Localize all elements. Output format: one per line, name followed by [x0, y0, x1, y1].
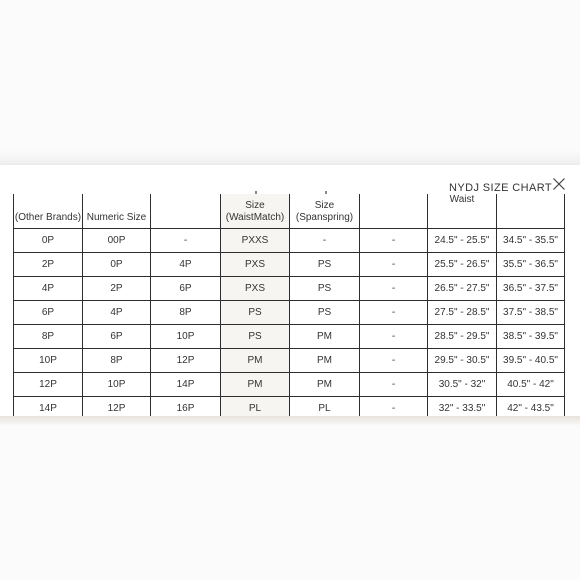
table-cell: 12P: [14, 373, 83, 397]
table-cell: 36.5" - 37.5": [497, 277, 565, 301]
table-cell: PXXS: [221, 229, 290, 253]
table-cell: -: [290, 229, 360, 253]
table-cell: 10P: [83, 373, 151, 397]
table-cell: 8P: [83, 349, 151, 373]
table-cell: -: [360, 325, 428, 349]
table-row: [14, 325, 565, 349]
table-cell: -: [360, 373, 428, 397]
table-cell: 2P: [83, 277, 151, 301]
size-chart-panel: [0, 165, 580, 418]
table-cell: 34.5" - 35.5": [497, 229, 565, 253]
table-cell: -: [360, 229, 428, 253]
close-icon-glyph: [552, 177, 566, 191]
table-cell: 14P: [151, 373, 221, 397]
table-cell: 29.5" - 30.5": [428, 349, 497, 373]
table-cell: -: [360, 349, 428, 373]
header-label: Waist: [449, 194, 475, 205]
header-tick-mark: [255, 191, 257, 194]
table-cell: 16P: [151, 397, 221, 419]
table-cell: 30.5" - 32": [428, 373, 497, 397]
table-cell: 38.5" - 39.5": [497, 325, 565, 349]
header-cell: [83, 194, 151, 229]
table-cell: 27.5" - 28.5": [428, 301, 497, 325]
table-cell: PM: [290, 349, 360, 373]
header-cell: [14, 194, 83, 229]
table-cell: 6P: [14, 301, 83, 325]
header-label: Numeric Size: [86, 212, 147, 223]
table-cell: 8P: [14, 325, 83, 349]
table-row: [14, 277, 565, 301]
table-cell: 24.5" - 25.5": [428, 229, 497, 253]
table-cell: 10P: [151, 325, 221, 349]
table-cell: 6P: [151, 277, 221, 301]
table-cell: -: [360, 397, 428, 419]
table-row: [14, 373, 565, 397]
table-cell: 10P: [14, 349, 83, 373]
table-cell: 39.5" - 40.5": [497, 349, 565, 373]
table-cell: 8P: [151, 301, 221, 325]
table-cell: 35.5" - 36.5": [497, 253, 565, 277]
table-cell: 0P: [14, 229, 83, 253]
table-cell: -: [360, 277, 428, 301]
header-label: Size (WaistMatch): [225, 200, 285, 223]
table-cell: 6P: [83, 325, 151, 349]
table-cell: 2P: [14, 253, 83, 277]
table-cell: 26.5" - 27.5": [428, 277, 497, 301]
table-cell: 4P: [83, 301, 151, 325]
table-cell: -: [151, 229, 221, 253]
table-cell: PM: [221, 373, 290, 397]
table-cell: PS: [290, 301, 360, 325]
table-cell: -: [360, 253, 428, 277]
table-cell: 00P: [83, 229, 151, 253]
table-row: [14, 301, 565, 325]
table-cell: 32" - 33.5": [428, 397, 497, 419]
table-cell: 28.5" - 29.5": [428, 325, 497, 349]
table-cell: -: [360, 301, 428, 325]
table-cell: 4P: [151, 253, 221, 277]
header-cell: [221, 194, 290, 229]
header-label: (Other Brands): [14, 212, 82, 223]
table-row: [14, 349, 565, 373]
chart-title: NYDJ SIZE CHART: [449, 182, 552, 194]
bottom-shadow: [0, 416, 580, 426]
header-label: Size (Spanspring): [295, 200, 354, 223]
table-cell: PS: [290, 277, 360, 301]
table-cell: 42" - 43.5": [497, 397, 565, 419]
table-body: [14, 229, 565, 419]
header-cell: [290, 194, 360, 229]
table-cell: PS: [221, 325, 290, 349]
header-tick-mark: [325, 191, 327, 194]
table-row: [14, 253, 565, 277]
header-cell: [360, 194, 428, 229]
table-cell: PM: [290, 373, 360, 397]
table-cell: 14P: [14, 397, 83, 419]
table-cell: 37.5" - 38.5": [497, 301, 565, 325]
table-cell: 40.5" - 42": [497, 373, 565, 397]
table-cell: 12P: [83, 397, 151, 419]
size-table: [13, 194, 565, 418]
table-cell: PM: [221, 349, 290, 373]
table-cell: PL: [221, 397, 290, 419]
table-cell: PXS: [221, 277, 290, 301]
table-cell: PM: [290, 325, 360, 349]
table-cell: 12P: [151, 349, 221, 373]
table-cell: PXS: [221, 253, 290, 277]
header-cell: [151, 194, 221, 229]
table-cell: 4P: [14, 277, 83, 301]
table-cell: PL: [290, 397, 360, 419]
table-cell: 0P: [83, 253, 151, 277]
table-cell: PS: [221, 301, 290, 325]
header-cell: [497, 194, 565, 229]
close-icon[interactable]: [552, 177, 566, 191]
header-row: [14, 194, 565, 229]
header-cell: [428, 194, 497, 229]
table-row: [14, 397, 565, 419]
table-cell: PS: [290, 253, 360, 277]
table-cell: 25.5" - 26.5": [428, 253, 497, 277]
table-row: [14, 229, 565, 253]
